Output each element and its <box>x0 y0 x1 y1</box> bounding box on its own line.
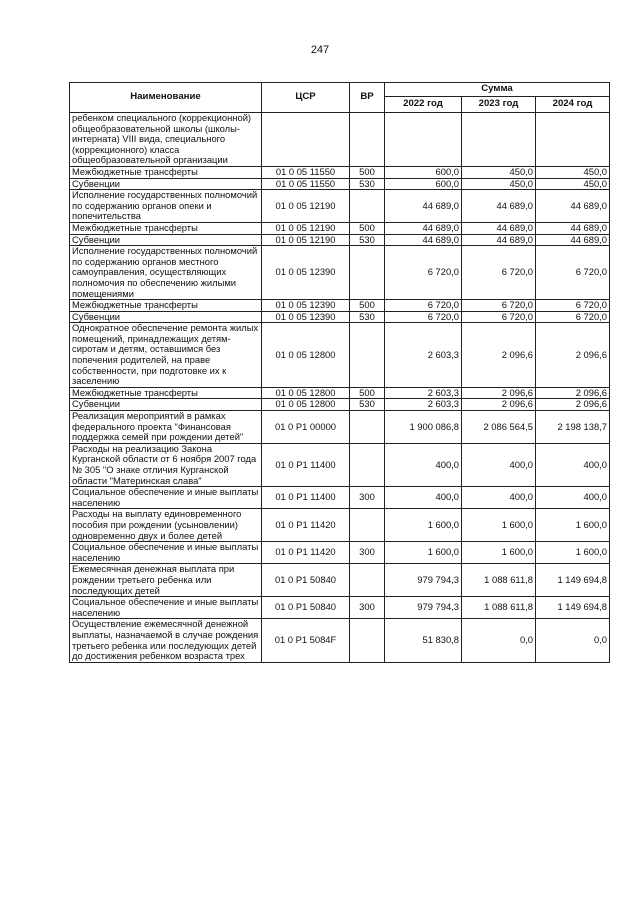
row-2022: 44 689,0 <box>385 222 462 234</box>
row-2024: 400,0 <box>536 443 610 486</box>
table-row <box>70 234 610 246</box>
table-row <box>70 178 610 190</box>
row-name: Межбюджетные трансферты <box>70 300 262 312</box>
row-csr: 01 0 05 12800 <box>262 323 350 388</box>
row-2022: 600,0 <box>385 178 462 190</box>
row-2023: 1 600,0 <box>462 509 536 542</box>
row-2022: 6 720,0 <box>385 311 462 323</box>
header-2024: 2024 год <box>536 97 610 113</box>
row-csr: 01 0 P1 00000 <box>262 411 350 444</box>
table-row <box>70 399 610 411</box>
row-name: Субвенции <box>70 178 262 190</box>
page-number: 247 <box>310 44 330 56</box>
row-2022: 6 720,0 <box>385 300 462 312</box>
row-vr: 300 <box>350 597 385 619</box>
row-2024: 2 198 138,7 <box>536 411 610 444</box>
row-name: Ежемесячная денежная выплата при рождении третьего ребенка или последующих детей <box>70 564 262 597</box>
row-2024: 6 720,0 <box>536 311 610 323</box>
row-2023: 44 689,0 <box>462 190 536 223</box>
row-2023: 2 096,6 <box>462 399 536 411</box>
row-2022: 1 600,0 <box>385 542 462 564</box>
table-row <box>70 387 610 399</box>
table-row <box>70 323 610 388</box>
row-name: Исполнение государственных полномочий по содержанию органов местного самоуправления, осуществляющих полномочия по обеспечению жилыми помещениями <box>70 246 262 300</box>
row-2024: 44 689,0 <box>536 234 610 246</box>
row-2024: 6 720,0 <box>536 300 610 312</box>
header-sum: Сумма <box>385 83 610 97</box>
table-row <box>70 509 610 542</box>
row-vr: 500 <box>350 300 385 312</box>
table-body <box>70 113 610 663</box>
row-vr <box>350 443 385 486</box>
row-2024: 44 689,0 <box>536 222 610 234</box>
row-name: Межбюджетные трансферты <box>70 387 262 399</box>
row-name: Субвенции <box>70 399 262 411</box>
row-2022: 6 720,0 <box>385 246 462 300</box>
header-vr: ВР <box>350 83 385 113</box>
header-csr: ЦСР <box>262 83 350 113</box>
table-row <box>70 443 610 486</box>
row-2024: 2 096,6 <box>536 399 610 411</box>
row-2022: 400,0 <box>385 443 462 486</box>
row-2024: 1 149 694,8 <box>536 597 610 619</box>
row-csr: 01 0 P1 5084F <box>262 619 350 662</box>
row-2022: 600,0 <box>385 166 462 178</box>
row-csr: 01 0 05 12190 <box>262 190 350 223</box>
row-2022: 44 689,0 <box>385 190 462 223</box>
row-2022: 1 900 086,8 <box>385 411 462 444</box>
row-name: Межбюджетные трансферты <box>70 166 262 178</box>
header-name: Наименование <box>70 83 262 113</box>
row-2022: 979 794,3 <box>385 564 462 597</box>
row-vr: 500 <box>350 387 385 399</box>
row-2024: 1 149 694,8 <box>536 564 610 597</box>
header-2022: 2022 год <box>385 97 462 113</box>
row-2023: 400,0 <box>462 487 536 509</box>
row-2024: 450,0 <box>536 178 610 190</box>
row-2023: 6 720,0 <box>462 311 536 323</box>
row-2023: 450,0 <box>462 178 536 190</box>
row-2024: 450,0 <box>536 166 610 178</box>
row-csr: 01 0 05 12800 <box>262 399 350 411</box>
table-row <box>70 619 610 662</box>
row-vr: 300 <box>350 542 385 564</box>
table-row <box>70 190 610 223</box>
row-2024: 2 096,6 <box>536 323 610 388</box>
table-row <box>70 564 610 597</box>
row-2024: 400,0 <box>536 487 610 509</box>
row-2024: 1 600,0 <box>536 542 610 564</box>
row-csr: 01 0 05 12190 <box>262 234 350 246</box>
row-2023: 450,0 <box>462 166 536 178</box>
row-vr: 530 <box>350 234 385 246</box>
row-csr: 01 0 P1 11420 <box>262 542 350 564</box>
row-csr: 01 0 P1 11420 <box>262 509 350 542</box>
row-vr: 500 <box>350 222 385 234</box>
row-2023: 0,0 <box>462 619 536 662</box>
header-2023: 2023 год <box>462 97 536 113</box>
row-2024: 6 720,0 <box>536 246 610 300</box>
row-2023 <box>462 113 536 167</box>
row-name: ребенком специального (коррекционной) общеобразовательной школы (школы-интерната) VIII вида, специального (коррекционного) класса общеобразовательной организации <box>70 113 262 167</box>
row-csr: 01 0 05 11550 <box>262 178 350 190</box>
row-2023: 1 088 611,8 <box>462 597 536 619</box>
row-2023: 6 720,0 <box>462 300 536 312</box>
row-2022: 400,0 <box>385 487 462 509</box>
row-vr: 530 <box>350 399 385 411</box>
row-csr: 01 0 P1 50840 <box>262 597 350 619</box>
row-name: Расходы на выплату единовременного пособия при рождении (усыновлении) одновременно двух и более детей <box>70 509 262 542</box>
row-vr <box>350 619 385 662</box>
row-2023: 44 689,0 <box>462 234 536 246</box>
row-csr: 01 0 05 11550 <box>262 166 350 178</box>
row-2023: 2 096,6 <box>462 387 536 399</box>
row-2024: 1 600,0 <box>536 509 610 542</box>
row-csr: 01 0 05 12390 <box>262 300 350 312</box>
row-2022: 2 603,3 <box>385 387 462 399</box>
row-name: Осуществление ежемесячной денежной выплаты, назначаемой в случае рождения третьего ребенка или последующих детей до достижения ребенком возраста трех <box>70 619 262 662</box>
row-vr: 530 <box>350 311 385 323</box>
row-2024: 44 689,0 <box>536 190 610 223</box>
budget-table <box>69 82 610 663</box>
row-csr: 01 0 P1 11400 <box>262 487 350 509</box>
row-vr: 530 <box>350 178 385 190</box>
table-row <box>70 311 610 323</box>
table-row <box>70 113 610 167</box>
row-2023: 2 096,6 <box>462 323 536 388</box>
row-2023: 2 086 564,5 <box>462 411 536 444</box>
table-row <box>70 222 610 234</box>
row-name: Субвенции <box>70 234 262 246</box>
row-2024: 0,0 <box>536 619 610 662</box>
row-2022: 2 603,3 <box>385 323 462 388</box>
row-name: Однократное обеспечение ремонта жилых помещений, принадлежащих детям-сиротам и детям, оставшимся без попечения родителей, на праве собственности, при подготовке их к заселению <box>70 323 262 388</box>
row-2022: 979 794,3 <box>385 597 462 619</box>
table-row <box>70 542 610 564</box>
row-2024: 2 096,6 <box>536 387 610 399</box>
row-csr <box>262 113 350 167</box>
table-row <box>70 487 610 509</box>
row-csr: 01 0 05 12800 <box>262 387 350 399</box>
row-2022: 51 830,8 <box>385 619 462 662</box>
row-vr <box>350 246 385 300</box>
row-vr: 300 <box>350 487 385 509</box>
row-vr <box>350 564 385 597</box>
row-name: Социальное обеспечение и иные выплаты населению <box>70 487 262 509</box>
row-2022: 1 600,0 <box>385 509 462 542</box>
row-2023: 1 088 611,8 <box>462 564 536 597</box>
row-name: Реализация мероприятий в рамках федерального проекта "Финансовая поддержка семей при рождении детей" <box>70 411 262 444</box>
row-csr: 01 0 05 12390 <box>262 246 350 300</box>
row-2023: 44 689,0 <box>462 222 536 234</box>
row-vr <box>350 190 385 223</box>
row-csr: 01 0 05 12390 <box>262 311 350 323</box>
row-2023: 1 600,0 <box>462 542 536 564</box>
row-2024 <box>536 113 610 167</box>
row-vr <box>350 411 385 444</box>
row-2023: 6 720,0 <box>462 246 536 300</box>
row-name: Социальное обеспечение и иные выплаты населению <box>70 542 262 564</box>
row-2022: 2 603,3 <box>385 399 462 411</box>
row-name: Исполнение государственных полномочий по содержанию органов опеки и попечительства <box>70 190 262 223</box>
table-row <box>70 246 610 300</box>
row-csr: 01 0 05 12190 <box>262 222 350 234</box>
row-2022 <box>385 113 462 167</box>
row-name: Социальное обеспечение и иные выплаты населению <box>70 597 262 619</box>
row-name: Расходы на реализацию Закона Курганской области от 6 ноября 2007 года № 305 "О знаке отличия Курганской области "Материнская слава" <box>70 443 262 486</box>
table-row <box>70 597 610 619</box>
row-csr: 01 0 P1 50840 <box>262 564 350 597</box>
row-2023: 400,0 <box>462 443 536 486</box>
row-name: Субвенции <box>70 311 262 323</box>
row-vr <box>350 113 385 167</box>
row-csr: 01 0 P1 11400 <box>262 443 350 486</box>
table-row <box>70 166 610 178</box>
table-row <box>70 300 610 312</box>
table-row <box>70 411 610 444</box>
row-vr: 500 <box>350 166 385 178</box>
row-vr <box>350 323 385 388</box>
row-vr <box>350 509 385 542</box>
row-name: Межбюджетные трансферты <box>70 222 262 234</box>
row-2022: 44 689,0 <box>385 234 462 246</box>
